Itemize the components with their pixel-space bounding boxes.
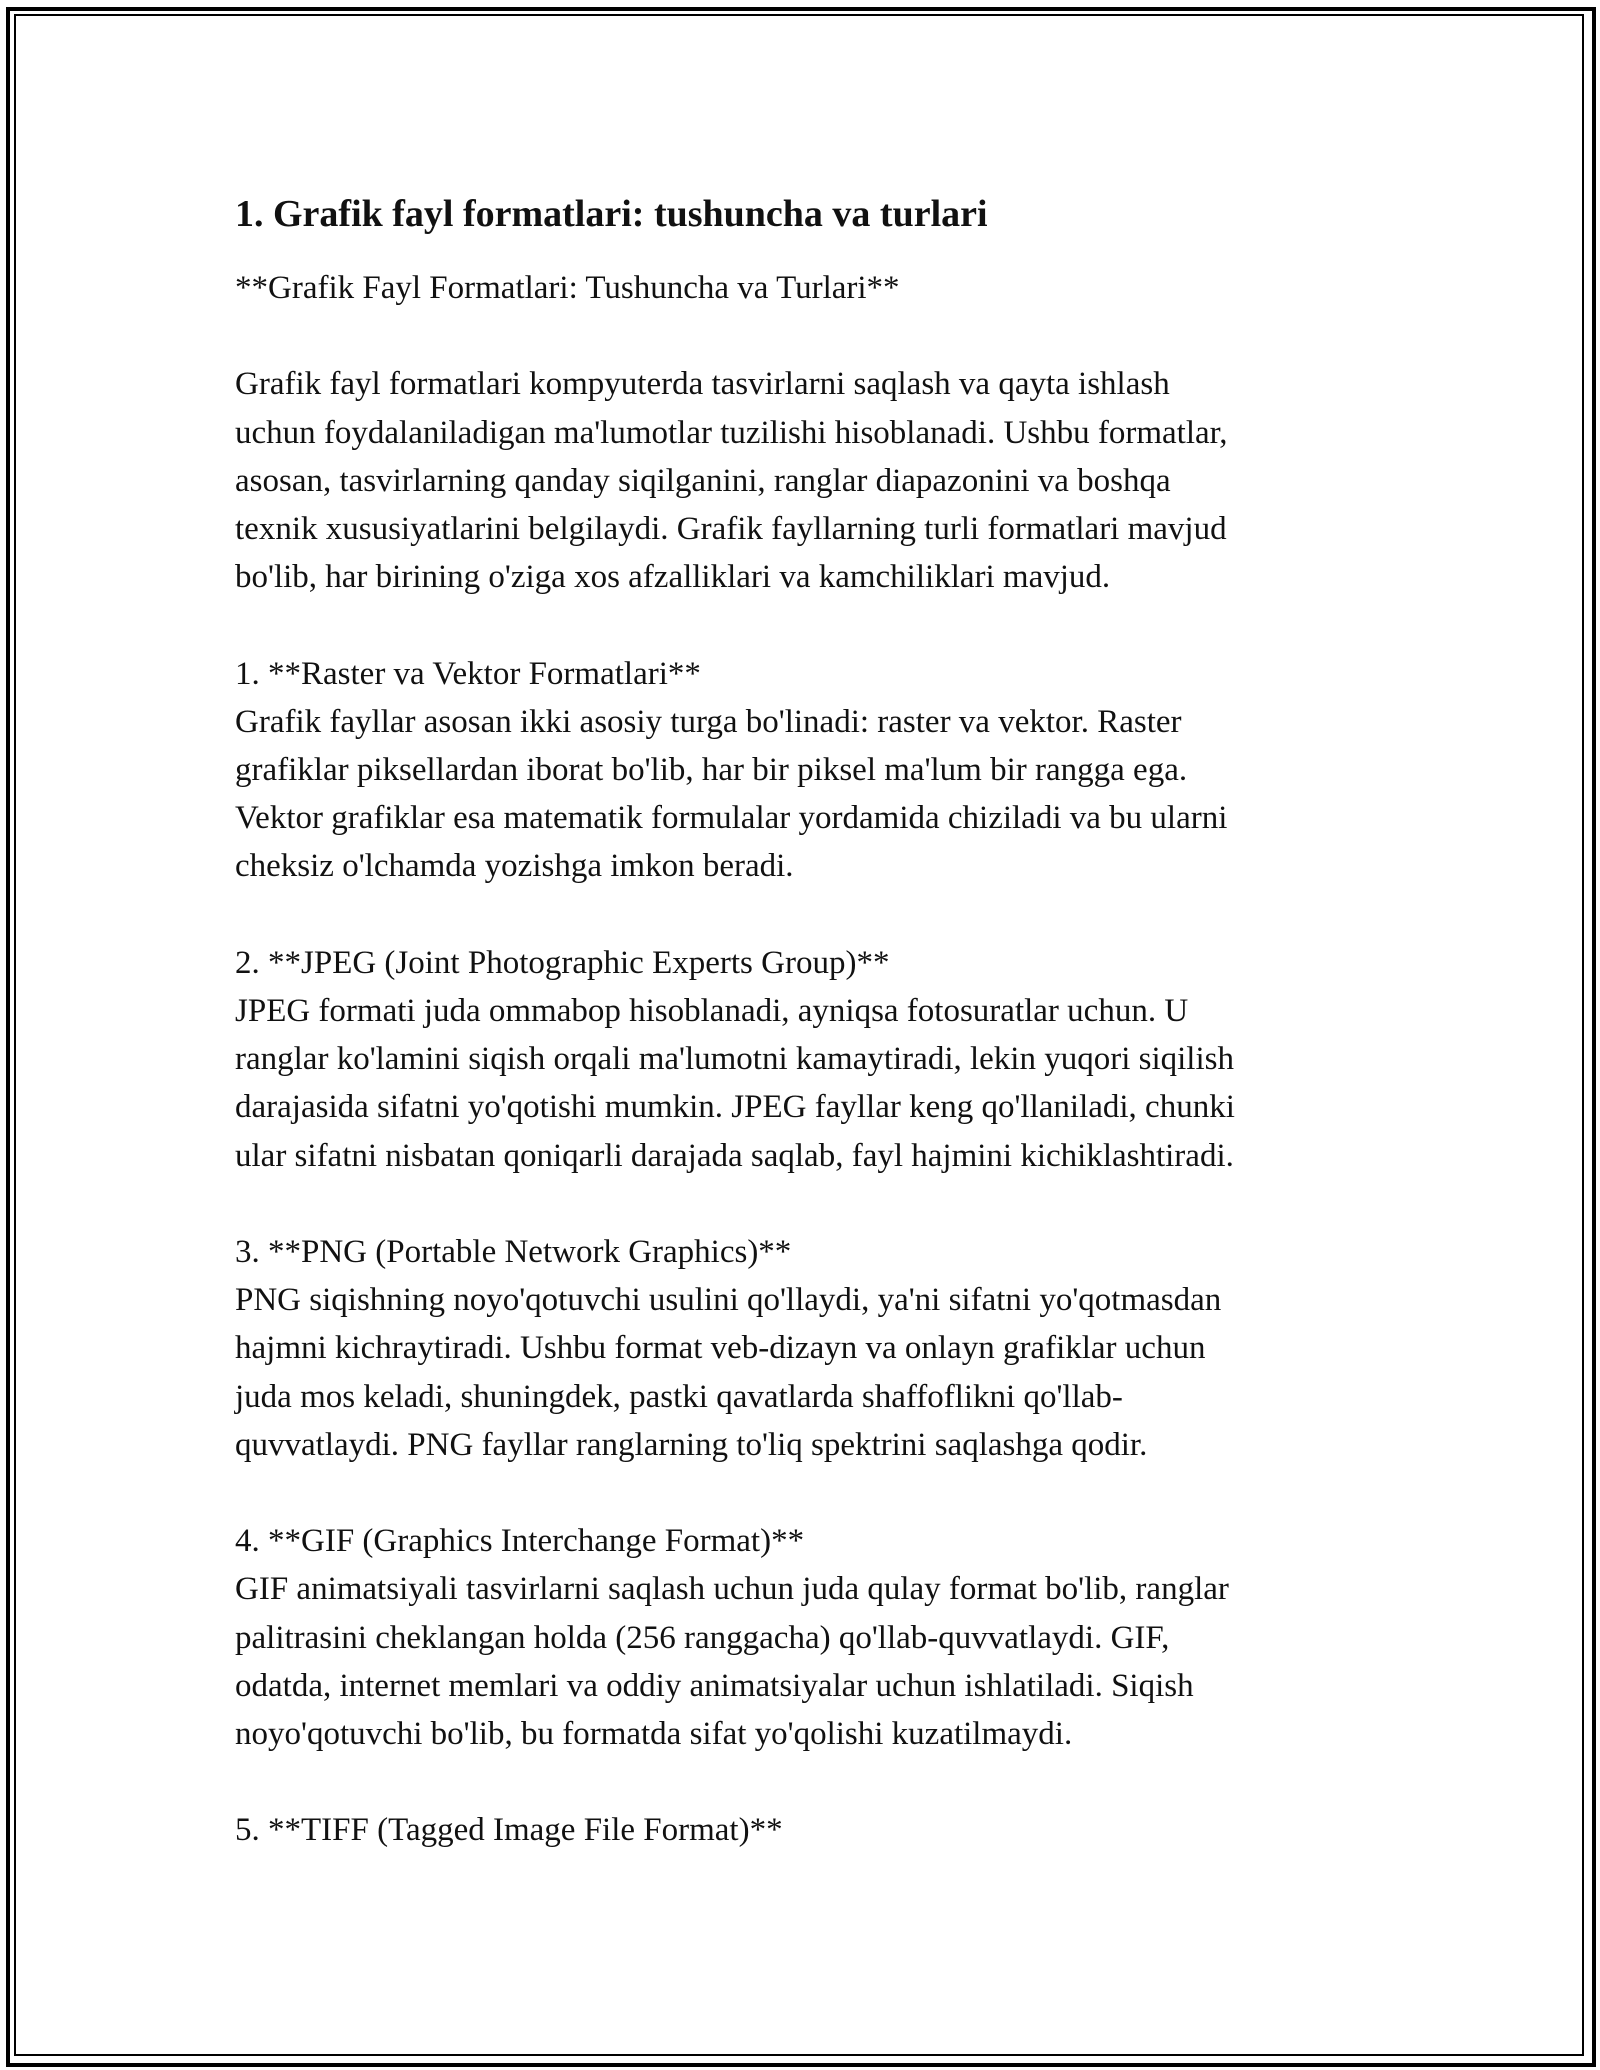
text-line: quvvatlaydi. PNG fayllar ranglarning to'liq spektrini saqlashga qodir. <box>235 1426 1148 1463</box>
text-line: texnik xususiyatlarini belgilaydi. Grafik fayllarning turli formatlari mavjud <box>235 511 1227 547</box>
section-png <box>235 1228 1365 1469</box>
paragraph-gap <box>235 1469 1365 1517</box>
text-line: ranglar ko'lamini siqish orqali ma'lumotni kamaytiradi, lekin yuqori siqilish <box>235 1041 1234 1078</box>
document-body <box>235 190 1365 1855</box>
text-line: Grafik fayl formatlari kompyuterda tasvirlarni saqlash va qayta ishlash <box>235 366 1170 403</box>
section-title: 5. **TIFF (Tagged Image File Format)** <box>235 1812 783 1849</box>
text-line: Vektor grafiklar esa matematik formulalar yordamida chiziladi va bu ularni <box>235 800 1228 837</box>
text-line: juda mos keladi, shuningdek, pastki qavatlarda shaffoflikni qo'llab- <box>235 1378 1123 1415</box>
text-line: Grafik fayllar asosan ikki asosiy turga bo'linadi: raster va vektor. Raster <box>235 703 1182 740</box>
text-line: palitrasini cheklangan holda (256 ranggacha) qo'llab-quvvatlaydi. GIF, <box>235 1619 1170 1656</box>
document-subtitle: **Grafik Fayl Formatlari: Tushuncha va Turlari** <box>235 270 900 306</box>
section-title: 3. **PNG (Portable Network Graphics)** <box>235 1234 792 1270</box>
section-jpeg <box>235 939 1365 1180</box>
text-line: GIF animatsiyali tasvirlarni saqlash uchun juda qulay format bo'lib, ranglar <box>235 1571 1229 1608</box>
intro-paragraph <box>235 360 1365 601</box>
section-title: 2. **JPEG (Joint Photographic Experts Group)** <box>235 944 890 981</box>
text-line: odatda, internet memlari va oddiy animatsiyalar uchun ishlatiladi. Siqish <box>235 1667 1194 1704</box>
text-line: asosan, tasvirlarning qanday siqilganini, ranglar diapazonini va boshqa <box>235 462 1171 499</box>
section-raster-vector <box>235 650 1365 891</box>
section-title: 4. **GIF (Graphics Interchange Format)** <box>235 1523 805 1560</box>
paragraph-gap <box>235 1758 1365 1806</box>
paragraph-gap <box>235 891 1365 939</box>
text-line: cheksiz o'lchamda yozishga imkon beradi. <box>235 848 794 885</box>
text-line: hajmni kichraytiradi. Ushbu format veb-dizayn va onlayn grafiklar uchun <box>235 1330 1206 1367</box>
section-tiff <box>235 1806 1365 1854</box>
text-line: JPEG formati juda ommabop hisoblanadi, ayniqsa fotosuratlar uchun. U <box>235 993 1189 1029</box>
text-line: PNG siqishning noyo'qotuvchi usulini qo'llaydi, ya'ni sifatni yo'qotmasdan <box>235 1282 1222 1319</box>
text-line: uchun foydalaniladigan ma'lumotlar tuzilishi hisoblanadi. Ushbu formatlar, <box>235 414 1228 451</box>
paragraph-gap <box>235 601 1365 649</box>
paragraph-gap <box>235 1180 1365 1228</box>
section-title: 1. **Raster va Vektor Formatlari** <box>235 655 701 692</box>
text-line: darajasida sifatni yo'qotishi mumkin. JPEG fayllar keng qo'llaniladi, chunki <box>235 1089 1235 1126</box>
text-line: ular sifatni nisbatan qoniqarli darajada saqlab, fayl hajmini kichiklashtiradi. <box>235 1137 1234 1174</box>
text-line: bo'lib, har birining o'ziga xos afzalliklari va kamchiliklari mavjud. <box>235 559 1111 596</box>
page-title: 1. Grafik fayl formatlari: tushuncha va turlari <box>235 193 988 235</box>
text-line: grafiklar piksellardan iborat bo'lib, har bir piksel ma'lum bir rangga ega. <box>235 752 1188 788</box>
text-line: noyo'qotuvchi bo'lib, bu formatda sifat yo'qolishi kuzatilmaydi. <box>235 1716 1073 1753</box>
paragraph-gap <box>235 312 1365 360</box>
section-gif <box>235 1517 1365 1758</box>
